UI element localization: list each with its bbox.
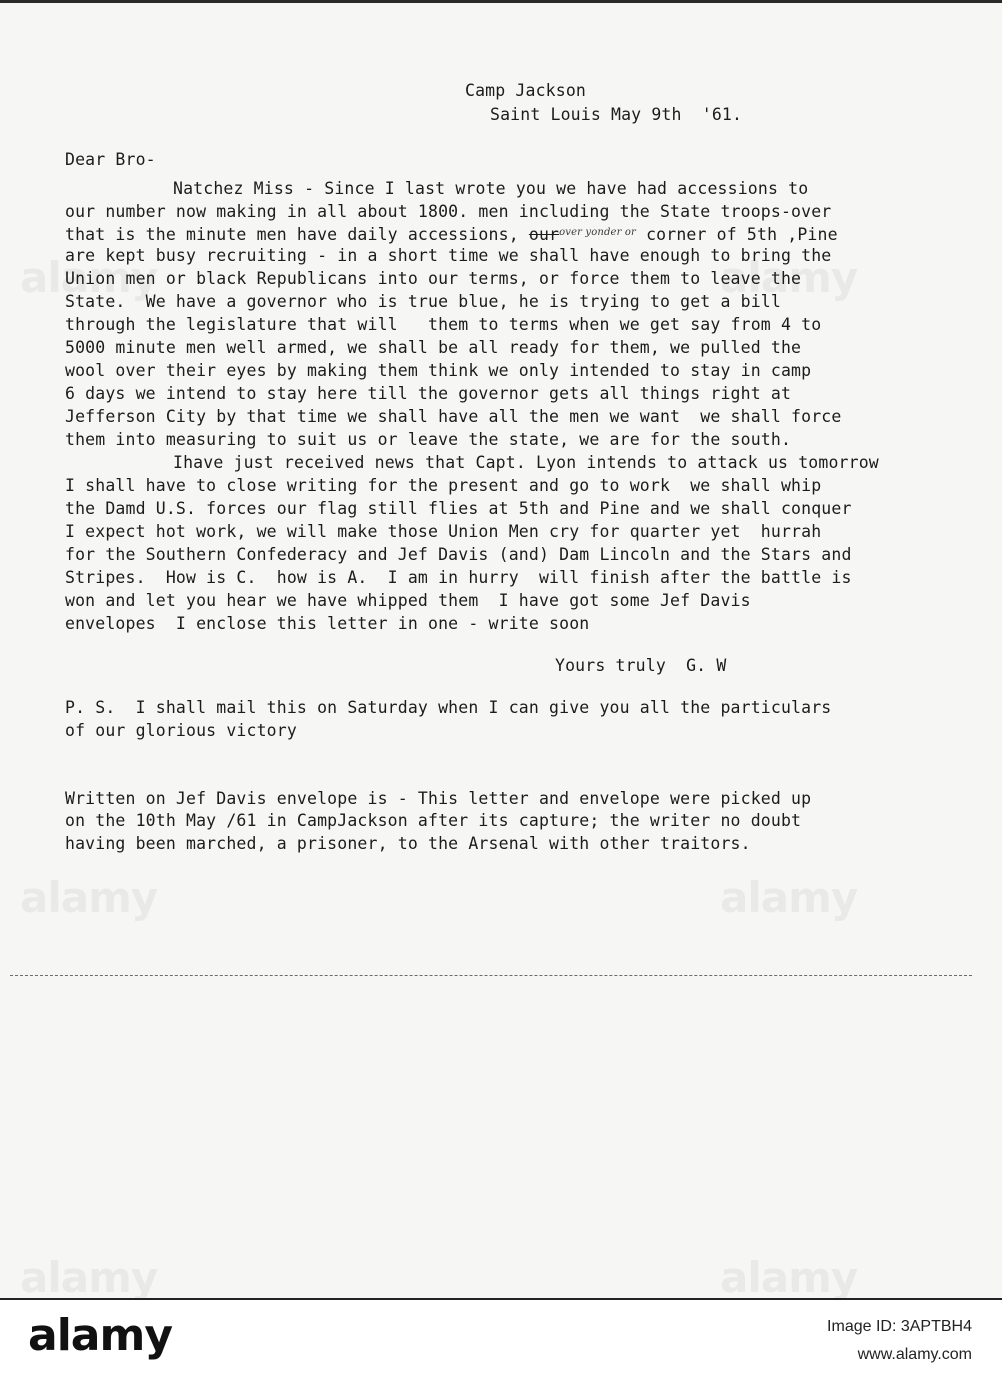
alamy-logo: alamy — [28, 1310, 172, 1361]
line-text-b: corner of 5th ,Pine — [646, 225, 838, 244]
postscript-line: P. S. I shall mail this on Saturday when I can give you all the particulars — [65, 698, 832, 717]
envelope-note-line: on the 10th May /61 in CampJackson after its capture; the writer no doubt — [65, 811, 802, 830]
watermark: alamy — [20, 873, 158, 922]
paragraph-2-line: I expect hot work, we will make those Union Men cry for quarter yet hurrah — [65, 522, 822, 541]
paragraph-2-line: the Damd U.S. forces our flag still flies at 5th and Pine and we shall conquer — [65, 499, 852, 518]
paragraph-2-line: envelopes I enclose this letter in one - write soon — [65, 614, 590, 633]
heading-date: Saint Louis May 9th '61. — [490, 105, 743, 124]
paragraph-1-line: Jefferson City by that time we shall have all the men we want we shall force — [65, 407, 842, 426]
paragraph-2-line: won and let you hear we have whipped them I have got some Jef Davis — [65, 591, 751, 610]
paragraph-1-line: 5000 minute men well armed, we shall be all ready for them, we pulled the — [65, 338, 802, 357]
salutation: Dear Bro- — [65, 150, 156, 169]
paragraph-2-line: for the Southern Confederacy and Jef Davis (and) Dam Lincoln and the Stars and — [65, 545, 852, 564]
postscript-line: of our glorious victory — [65, 721, 297, 740]
paragraph-1-line: our number now making in all about 1800. men including the State troops-over — [65, 202, 832, 221]
struck-word: our — [528, 225, 560, 244]
paragraph-1-line: through the legislature that will them to terms when we get say from 4 to — [65, 315, 822, 334]
envelope-note-line: having been marched, a prisoner, to the Arsenal with other traitors. — [65, 834, 751, 853]
watermark: alamy — [720, 873, 858, 922]
paragraph-1-line: 6 days we intend to stay here till the governor gets all things right at — [65, 384, 792, 403]
paragraph-2-line: I shall have to close writing for the present and go to work we shall whip — [65, 476, 822, 495]
paragraph-1-line: are kept busy recruiting - in a short time we shall have enough to bring the — [65, 246, 832, 265]
image-id: Image ID: 3APTBH4 — [827, 1318, 972, 1335]
paragraph-2-line: Stripes. How is C. how is A. I am in hurry will finish after the battle is — [65, 568, 852, 587]
paragraph-1-line: wool over their eyes by making them think we only intended to stay in camp — [65, 361, 812, 380]
paragraph-2-line: Ihave just received news that Capt. Lyon intends to attack us tomorrow — [173, 453, 879, 472]
watermark: alamy — [20, 1253, 158, 1302]
watermark: alamy — [720, 253, 858, 302]
handwritten-insertion: over yonder or — [559, 227, 636, 238]
heading-place: Camp Jackson — [465, 81, 587, 100]
envelope-note-line: Written on Jef Davis envelope is - This letter and envelope were picked up — [65, 789, 812, 808]
watermark: alamy — [20, 253, 158, 302]
line-text-a: that is the minute men have daily accessions, — [65, 225, 519, 244]
site-url: www.alamy.com — [857, 1346, 972, 1363]
paragraph-1-line: Natchez Miss - Since I last wrote you we have had accessions to — [173, 179, 809, 198]
page-fold-line — [10, 975, 972, 976]
paragraph-1-line-edited — [65, 222, 838, 246]
paragraph-1-line: Union men or black Republicans into our terms, or force them to leave the — [65, 269, 802, 288]
paragraph-1-line: them into measuring to suit us or leave the state, we are for the south. — [65, 430, 792, 449]
watermark: alamy — [720, 1253, 858, 1302]
closing-signature: Yours truly G. W — [555, 656, 727, 675]
paragraph-1-line: State. We have a governor who is true blue, he is trying to get a bill — [65, 292, 781, 311]
